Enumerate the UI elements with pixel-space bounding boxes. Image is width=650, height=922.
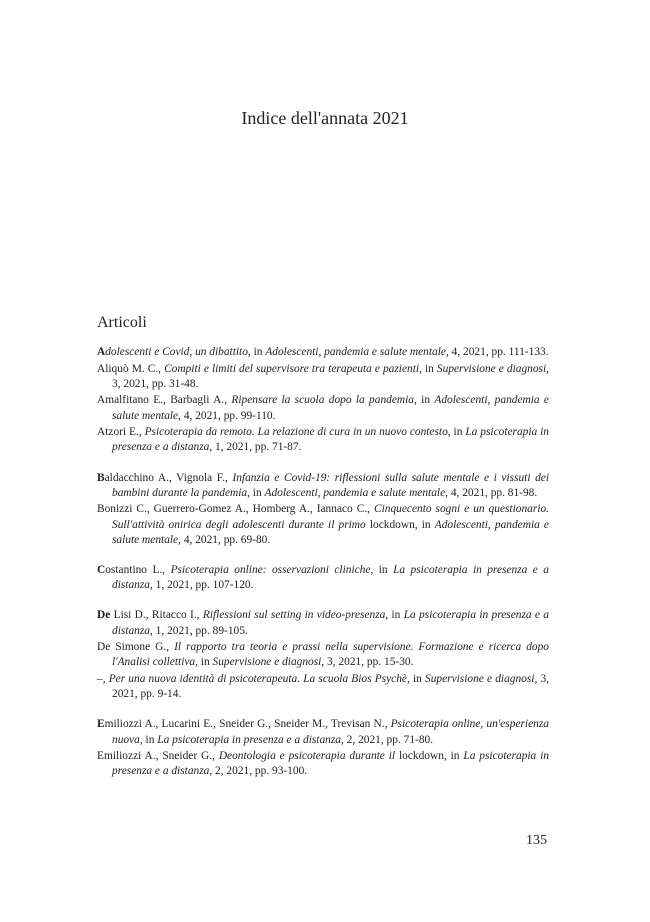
entry-title-text: La psicoterapia in presenza e a distanza xyxy=(112,426,549,454)
entry-text: –, xyxy=(97,673,109,685)
entry-text: aldacchino A., Vignola F., xyxy=(104,471,233,484)
entry-text: , 4, 2021, pp. 99-110. xyxy=(178,409,276,422)
index-entry xyxy=(97,471,549,501)
index-group-d xyxy=(97,608,549,702)
index-entry xyxy=(97,345,549,360)
section-heading: Articoli xyxy=(97,314,147,331)
entry-title-text: Infanzia e Covid-19: riflessioni sulla salute mentale e i vissuti dei bambini durante la pandemia xyxy=(112,471,549,499)
entry-text: , in xyxy=(139,733,158,746)
entry-text: , 1, 2021, pp. 107-120. xyxy=(149,579,254,592)
entry-title-text: Psicoterapia online: osservazioni cliniche xyxy=(170,564,371,576)
entry-text: , 3, 2021, pp. 9-14. xyxy=(112,673,549,701)
entry-text: , 4, 2021, pp. 81-98. xyxy=(445,486,538,499)
entry-text: , in xyxy=(247,486,265,499)
index-entry xyxy=(97,749,549,779)
entry-text: , 4, 2021, pp. 69-80. xyxy=(178,533,271,546)
entry-text: Emiliozzi A., Sneider G., xyxy=(97,750,219,763)
entry-title-text: La psicoterapia in presenza e a distanza xyxy=(157,733,341,746)
entry-text: , in xyxy=(443,750,464,763)
entry-text: lockdown xyxy=(369,518,415,531)
entry-text: , in xyxy=(195,656,213,669)
entry-title-text: Adolescenti, pandemia e salute mentale xyxy=(264,486,446,499)
entry-text: , in xyxy=(419,362,437,375)
entry-title-text: Psicoterapia online, un'esperienza nuova xyxy=(112,718,549,746)
entry-text: , 3, 2021, pp. 31-48. xyxy=(112,362,549,390)
entry-text: , in xyxy=(247,346,266,358)
entry-text: , in xyxy=(385,609,404,622)
entry-text: , 1, 2021, pp. 89-105. xyxy=(149,624,248,637)
index-entry xyxy=(97,563,549,593)
entry-text: , in xyxy=(447,426,466,439)
entry-title-text: La psicoterapia in presenza e a distanza xyxy=(112,750,549,778)
entry-text: , in xyxy=(413,394,435,407)
entry-text: Aliquò M. C., xyxy=(97,362,165,375)
entry-text: lockdown xyxy=(398,750,444,763)
entry-text: , 2, 2021, pp. 93-100. xyxy=(209,765,308,778)
entry-text: ostantino L., xyxy=(105,564,171,576)
index-entry xyxy=(97,502,549,548)
entry-initial: C xyxy=(97,564,106,576)
index-entry xyxy=(97,608,549,638)
entry-text: , 1, 2021, pp. 71-87. xyxy=(209,441,302,454)
index-group-b xyxy=(97,471,549,548)
index-entry xyxy=(97,425,549,455)
entry-title-text: Supervisione e diagnosi xyxy=(425,673,535,685)
entry-title-text: Compiti e limiti del supervisore tra terapeuta e pazienti xyxy=(164,362,420,375)
entry-text: Amalfitano E., Barbagli A., xyxy=(97,394,232,407)
page-number: 135 xyxy=(526,833,547,848)
entry-title-text: Riflessioni sul setting in video-presenza xyxy=(202,609,386,622)
entry-text: miliozzi A., Lucarini E., Sneider G., Sneider M., Trevisan N., xyxy=(104,718,391,731)
entry-title-text: Ripensare la scuola dopo la pandemia xyxy=(231,394,414,407)
index-entry xyxy=(97,672,549,702)
entry-title-text: La psicoterapia in presenza e a distanza xyxy=(112,564,550,592)
index-group-a xyxy=(97,345,549,456)
entry-text: De Simone G., xyxy=(97,641,175,654)
entry-initial: E xyxy=(97,718,105,731)
entry-title-text: Adolescenti, pandemia e salute mentale xyxy=(112,394,549,422)
entry-title-text: Adolescenti, pandemia e salute mentale xyxy=(265,346,446,358)
entry-title-text: Supervisione e diagnosi xyxy=(212,656,322,669)
index-entries xyxy=(97,345,549,781)
entry-initial: A xyxy=(97,346,106,358)
entry-title-text: Per una nuova identità di psicoterapeuta. La scuola Bios Psychè xyxy=(108,673,407,685)
entry-text: , 3, 2021, pp. 15-30. xyxy=(321,656,414,669)
entry-text: , 2, 2021, pp. 71-80. xyxy=(340,733,434,746)
index-group-e xyxy=(97,717,549,779)
index-entry xyxy=(97,717,549,747)
index-entry xyxy=(97,362,549,392)
entry-text: , 4, 2021, pp. 111-133. xyxy=(445,346,549,358)
entry-text: Lisi D., Ritacco I., xyxy=(110,609,203,622)
entry-text: , in xyxy=(370,564,394,576)
page-title: Indice dell'annata 2021 xyxy=(241,108,409,128)
entry-title-text: Il rapporto tra teoria e prassi nella supervisione. Formazione e ricerca dopo l'Analisi collettiva xyxy=(112,641,549,669)
entry-text: Atzori E., xyxy=(97,426,145,439)
entry-title-text: Cinquecento sogni e un questionario. Sull'attività onirica degli adolescenti durante il primo xyxy=(112,503,549,531)
entry-title-text: Adolescenti, pandemia e salute mentale xyxy=(112,518,549,546)
entry-title-text: Deontologia e psicoterapia durante il xyxy=(218,750,399,763)
entry-title-text: Psicoterapia da remoto. La relazione di cura in un nuovo contesto xyxy=(144,426,448,439)
entry-initial: B xyxy=(97,471,105,484)
entry-title-text: Supervisione e diagnosi xyxy=(436,362,547,375)
index-group-c xyxy=(97,563,549,593)
entry-text: , in xyxy=(414,518,435,531)
index-entry xyxy=(97,640,549,670)
entry-text: Bonizzi C., Guerrero-Gomez A., Homberg A., Iannaco C., xyxy=(97,503,374,516)
index-entry xyxy=(97,393,549,423)
entry-initial: De xyxy=(97,609,111,622)
entry-title-text: dolescenti e Covid, un dibattito xyxy=(105,346,248,358)
entry-title-text: La psicoterapia in presenza e a distanza xyxy=(112,609,550,637)
entry-text: , in xyxy=(406,673,425,685)
